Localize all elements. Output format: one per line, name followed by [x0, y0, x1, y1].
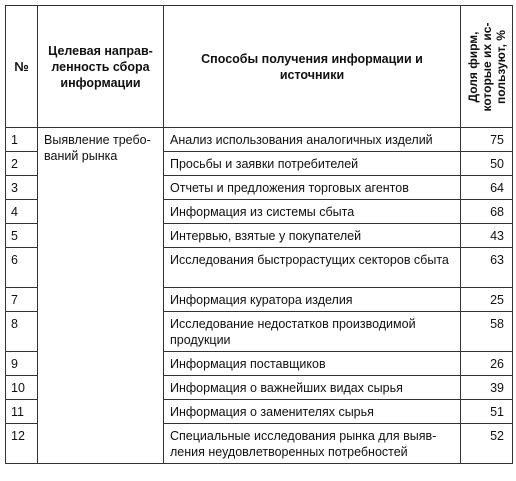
row-number: 5	[6, 224, 38, 248]
row-number: 9	[6, 352, 38, 376]
share-cell: 25	[461, 288, 513, 312]
header-methods: Способы получения информации и источники	[164, 6, 461, 128]
share-cell: 58	[461, 312, 513, 352]
row-number: 10	[6, 376, 38, 400]
share-cell: 75	[461, 128, 513, 152]
method-cell: Исследование недостатков производимой продукции	[164, 312, 461, 352]
method-cell: Исследования быстрорастущих секторов сбыта	[164, 248, 461, 288]
table-header-row	[6, 6, 513, 128]
share-cell: 64	[461, 176, 513, 200]
direction-cell: Выявление требо-ваний рынка	[38, 128, 164, 464]
method-cell: Специальные исследования рынка для выяв-ления неудовлетворенных потребностей	[164, 424, 461, 464]
row-number: 2	[6, 152, 38, 176]
share-cell: 50	[461, 152, 513, 176]
share-cell: 68	[461, 200, 513, 224]
row-number: 11	[6, 400, 38, 424]
share-cell: 63	[461, 248, 513, 288]
row-number: 12	[6, 424, 38, 464]
row-number: 3	[6, 176, 38, 200]
row-number: 4	[6, 200, 38, 224]
method-cell: Информация куратора изделия	[164, 288, 461, 312]
method-cell: Отчеты и предложения торговых агентов	[164, 176, 461, 200]
header-share-cell	[461, 6, 513, 128]
method-cell: Просьбы и заявки потребителей	[164, 152, 461, 176]
table-row	[6, 128, 513, 152]
share-cell: 26	[461, 352, 513, 376]
row-number: 6	[6, 248, 38, 288]
method-cell: Информация о заменителях сырья	[164, 400, 461, 424]
share-cell: 43	[461, 224, 513, 248]
row-number: 1	[6, 128, 38, 152]
header-direction: Целевая направ-ленность сбора информации	[38, 6, 164, 128]
market-info-table	[5, 5, 513, 464]
header-share: Доля фирм, которые их ис-пользуют, %	[466, 22, 508, 112]
method-cell: Информация о важнейших видах сырья	[164, 376, 461, 400]
share-cell: 51	[461, 400, 513, 424]
method-cell: Информация поставщиков	[164, 352, 461, 376]
method-cell: Анализ использования аналогичных изделий	[164, 128, 461, 152]
row-number: 8	[6, 312, 38, 352]
method-cell: Интервью, взятые у покупателей	[164, 224, 461, 248]
header-number: №	[6, 6, 38, 128]
row-number: 7	[6, 288, 38, 312]
method-cell: Информация из системы сбыта	[164, 200, 461, 224]
share-cell: 52	[461, 424, 513, 464]
share-cell: 39	[461, 376, 513, 400]
